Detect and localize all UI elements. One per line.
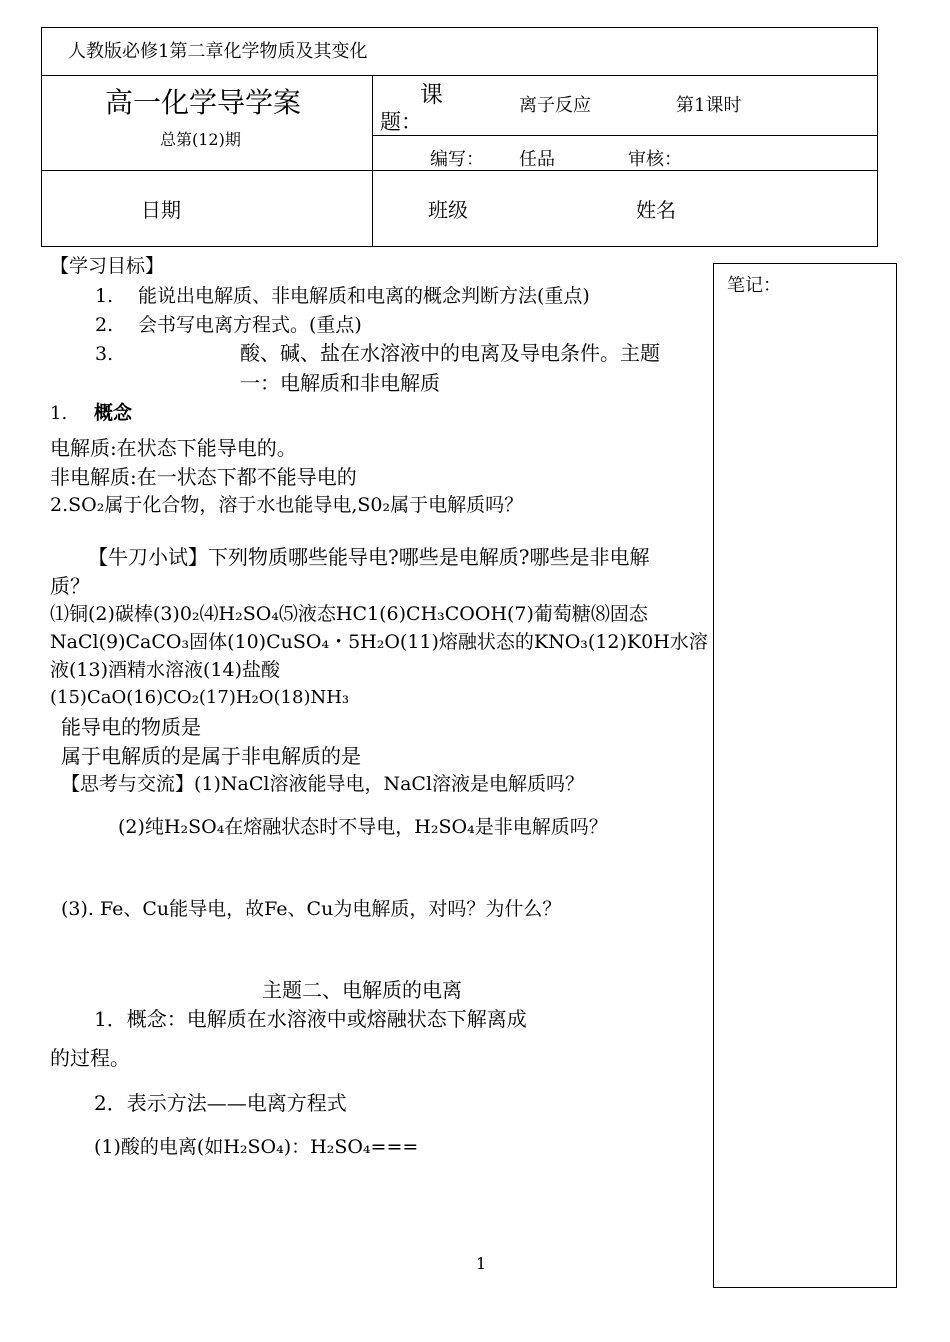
topic-name: 离子反应 bbox=[519, 95, 591, 116]
header-column-divider bbox=[372, 75, 373, 247]
header-row1-divider bbox=[41, 75, 878, 76]
so2-question: 2.SO₂属于化合物，溶于水也能导电,S0₂属于电解质吗？ bbox=[50, 494, 524, 516]
substance-list-1: ⑴铜(2)碳棒(3)0₂⑷H₂SO₄⑸液态HC1(6)CH₃COOH(7)葡萄糖⑻固态 bbox=[50, 603, 648, 625]
header-table-left-border bbox=[41, 27, 42, 247]
substance-list-2: NaCl(9)CaCO₃固体(10)CuSO₄・5H₂O(11)熔融状态的KNO₃(12)K0H水溶 bbox=[50, 631, 708, 653]
name-label: 姓名 bbox=[636, 198, 676, 222]
substance-list-4: (15)CaO(16)CO₂(17)H₂O(18)NH₃ bbox=[50, 687, 350, 708]
reviewer-label: 审核： bbox=[628, 149, 682, 170]
discussion-question-3: (3). Fe、Cu能导电，故Fe、Cu为电解质，对吗？为什么？ bbox=[61, 898, 562, 920]
notes-box bbox=[713, 263, 897, 1288]
objective-1-num: 1. bbox=[95, 285, 114, 307]
trial-line-1: 【牛刀小试】下列物质哪些能导电?哪些是电解质?哪些是非电解 bbox=[88, 545, 650, 569]
header-table-top-border bbox=[41, 27, 878, 28]
topic1-heading: 一：电解质和非电解质 bbox=[240, 371, 440, 395]
doc-title: 高一化学导学案 bbox=[105, 86, 302, 119]
expression-method: 2．表示方法——电离方程式 bbox=[94, 1091, 347, 1115]
substance-list-3: 液(13)酒精水溶液(14)盐酸 bbox=[50, 659, 281, 681]
topic-label-2: 题： bbox=[380, 110, 422, 134]
ionization-concept-2: 的过程。 bbox=[50, 1046, 130, 1070]
concept-heading: 概念 bbox=[94, 402, 133, 424]
header-row2-divider bbox=[41, 170, 878, 171]
objective-3-text: 酸、碱、盐在水溶液中的电离及导电条件。主题 bbox=[240, 341, 660, 365]
ionization-concept-1: 1．概念：电解质在水溶液中或熔融状态下解离成 bbox=[94, 1007, 527, 1031]
discussion-question-2: (2)纯H₂SO₄在熔融状态时不导电，H₂SO₄是非电解质吗？ bbox=[118, 816, 608, 838]
course-title: 人教版必修1第二章化学物质及其变化 bbox=[68, 41, 368, 62]
trial-line-2: 质？ bbox=[50, 574, 90, 598]
date-label: 日期 bbox=[141, 198, 181, 222]
classify-answer: 属于电解质的是属于非电解质的是 bbox=[61, 744, 361, 768]
issue-number: 总第(12)期 bbox=[160, 130, 241, 149]
topic2-heading: 主题二、电解质的电离 bbox=[262, 978, 462, 1002]
conductive-answer: 能导电的物质是 bbox=[61, 715, 201, 739]
electrolyte-definition: 电解质:在状态下能导电的。 bbox=[50, 436, 297, 460]
lesson-number: 第1课时 bbox=[676, 95, 742, 116]
acid-ionization: (1)酸的电离(如H₂SO₄)：H₂SO₄=== bbox=[94, 1136, 419, 1158]
concept-num: 1. bbox=[50, 403, 68, 424]
topic-label-1: 课 bbox=[420, 82, 443, 108]
header-table-right-border bbox=[877, 27, 878, 247]
class-label: 班级 bbox=[428, 198, 468, 222]
header-topic-divider bbox=[372, 135, 878, 136]
discussion-question-1: 【思考与交流】(1)NaCl溶液能导电，NaCl溶液是电解质吗？ bbox=[61, 773, 585, 795]
objective-1-text: 能说出电解质、非电解质和电离的概念判断方法(重点) bbox=[138, 285, 590, 307]
notes-label: 笔记： bbox=[727, 275, 781, 296]
page-number: 1 bbox=[476, 1254, 487, 1273]
header-table-bottom-border bbox=[41, 246, 878, 247]
editor-label: 编写： bbox=[430, 149, 484, 170]
objective-3-num: 3. bbox=[95, 343, 114, 365]
nonelectrolyte-definition: 非电解质:在一状态下都不能导电的 bbox=[50, 465, 357, 489]
editor-name: 任品 bbox=[519, 149, 555, 170]
objectives-heading: 【学习目标】 bbox=[50, 255, 165, 277]
objective-2-text: 会书写电离方程式。(重点) bbox=[138, 314, 362, 336]
objective-2-num: 2. bbox=[95, 314, 114, 336]
